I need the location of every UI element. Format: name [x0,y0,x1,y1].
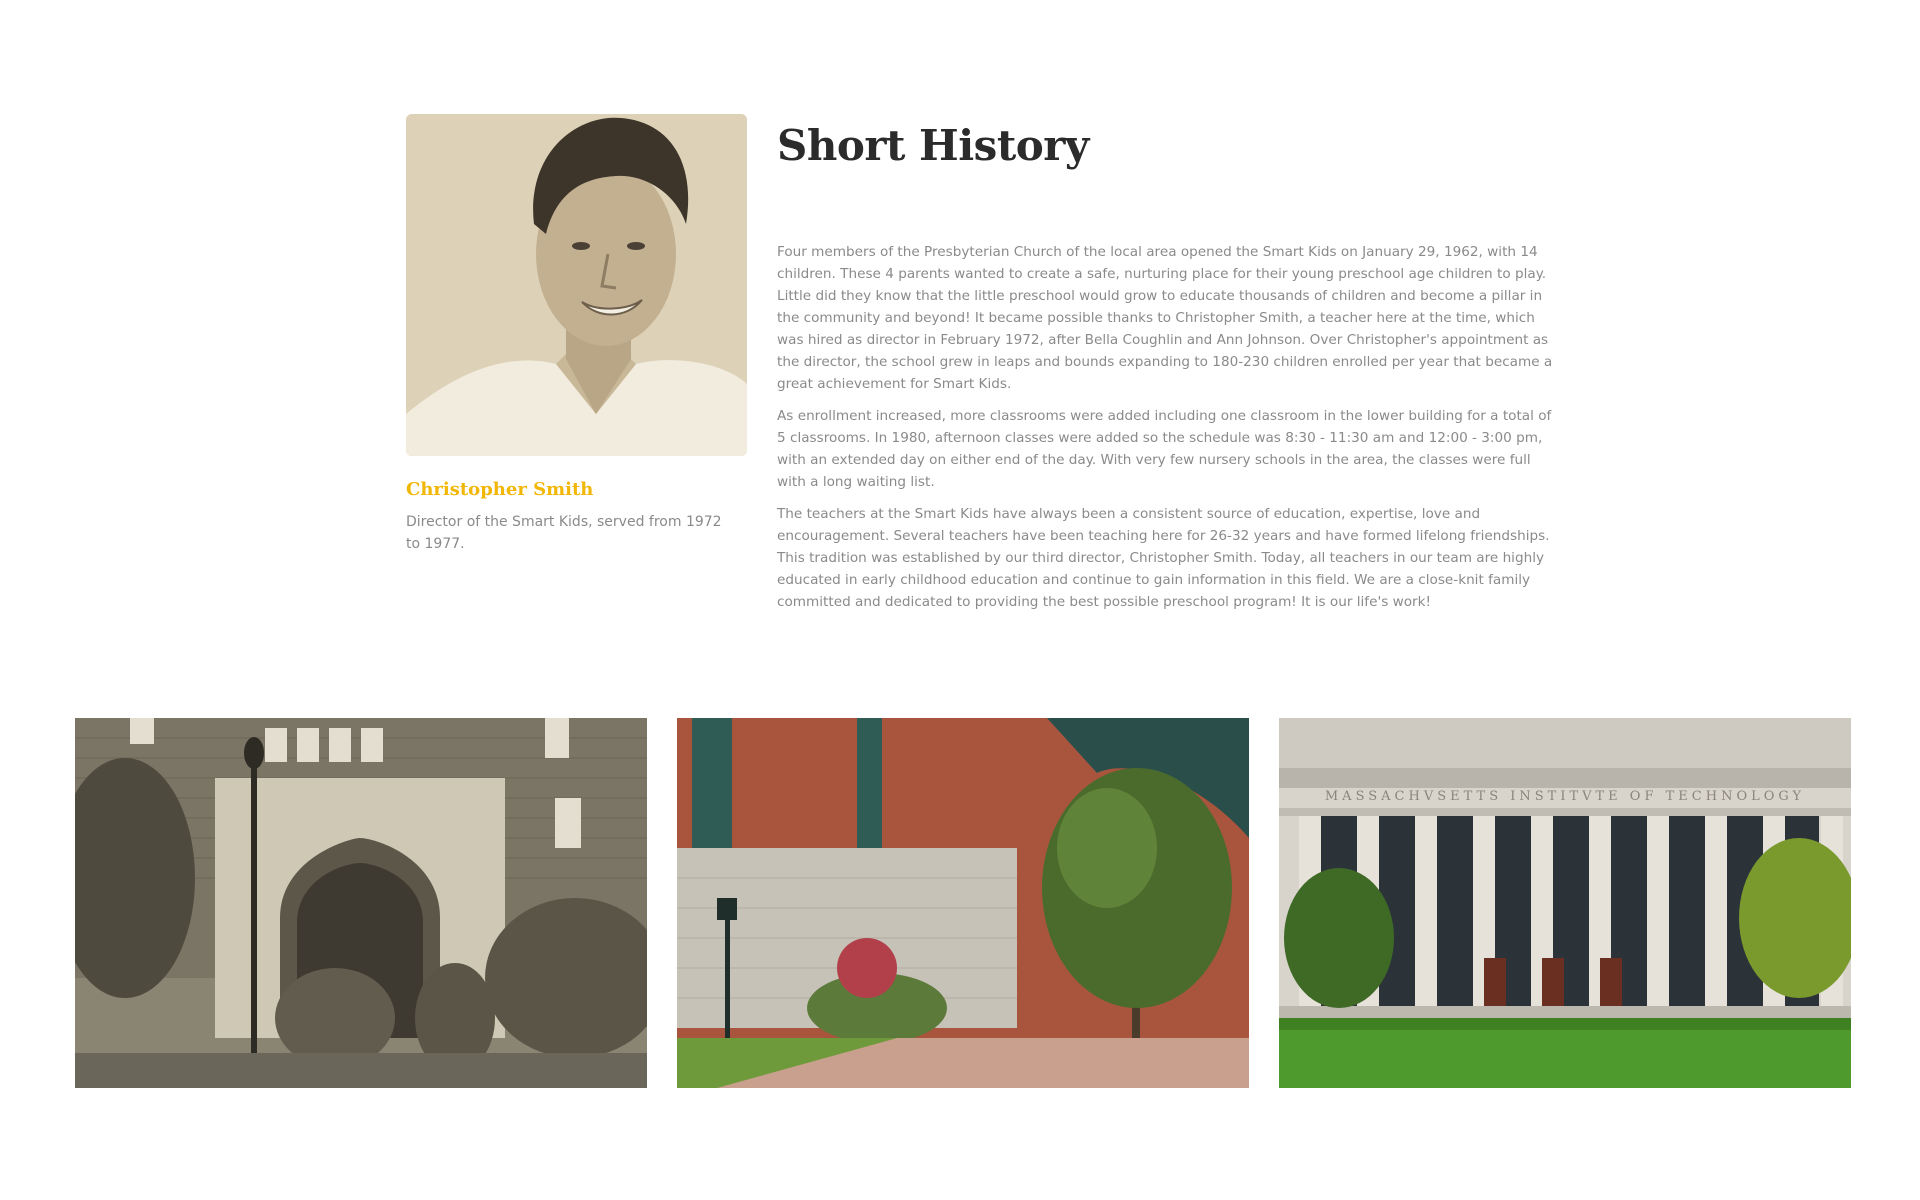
history-paragraph: Four members of the Presbyterian Church of the local area opened the Smart Kids on January 29, 1962, with 14 children. These 4 parents wanted to create a safe, nurturing place for their young preschool age children to play. Little did they know that the little preschool would grow to educate thousands of children and become a pillar in the community and beyond! It became possible thanks to Christopher Smith, a teacher here at the time, which was hired as director in February 1972, after Bella Coughlin and Ann Johnson. Over Christopher's appointment as the director, the school grew in leaps and bounds expanding to 180-230 children enrolled per year that became a great achievement for Smart Kids. [777,244,1553,392]
building-inscription: MASSACHVSETTS INSTITVTE OF TECHNOLOGY [1324,789,1806,804]
history-body [777,241,1554,613]
gothic-building-photo-icon[interactable] [75,718,647,1088]
gallery [75,718,1851,1088]
person-name: Christopher Smith [406,479,594,500]
profile-card [406,114,747,555]
history-content [777,114,1554,623]
history-paragraph: The teachers at the Smart Kids have always been a consistent source of education, expertise, love and encouragement. Several teachers have been teaching here for 26-32 years and have formed lifelong friendships. This tradition was established by our third director, Christopher Smith. Today, all teachers in our team are highly educated in early childhood education and continue to gain information in this field. We are a close-knit family committed and dedicated to providing the best possible preschool program! It is our life's work! [777,506,1550,610]
person-role: Director of the Smart Kids, served from 1972 to 1977. [406,514,722,553]
history-paragraph: As enrollment increased, more classrooms were added including one classroom in the lower building for a total of 5 classrooms. In 1980, afternoon classes were added so the schedule was 8:30 - 11:30 am and 12:00 - 3:00 pm, with an extended day on either end of the day. With very few nursery schools in the area, the classes were full with a long waiting list. [777,408,1552,490]
columned-building-photo-icon[interactable] [1279,718,1851,1088]
person-portrait-icon [406,114,747,456]
page-title: Short History [777,121,1089,170]
history-section [406,114,1553,614]
brick-building-photo-icon[interactable] [677,718,1249,1088]
